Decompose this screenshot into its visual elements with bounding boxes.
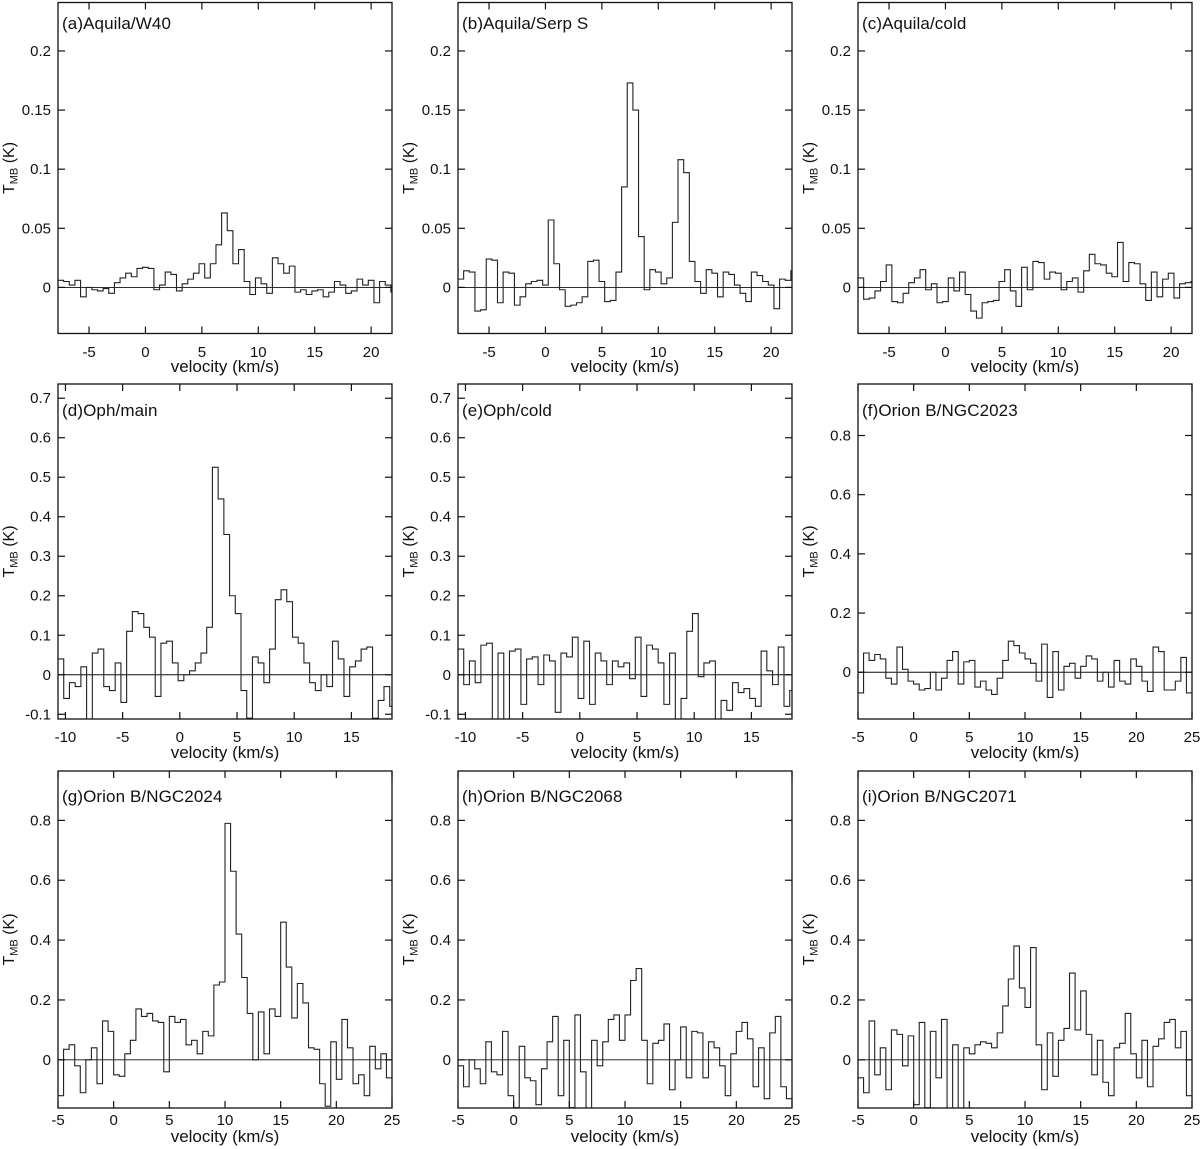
x-tick-label: 15 (306, 344, 324, 361)
y-tick-label: 0.15 (421, 102, 451, 120)
x-tick-label: 10 (616, 1112, 634, 1129)
spectrum-trace (858, 242, 1197, 318)
y-axis-label: $T_{MB}$ (K) (801, 141, 821, 195)
y-tick-label: 0.8 (30, 812, 51, 830)
axes-box (458, 384, 792, 719)
panel-title: (a)Aquila/W40 (62, 14, 172, 33)
x-tick-label: 15 (272, 1112, 290, 1129)
spectrum-plot-i (800, 758, 1200, 1149)
panel-title: (f)Orion B/NGC2023 (862, 401, 1018, 420)
x-tick-label: 0 (575, 729, 584, 746)
y-tick-label: 0.6 (830, 486, 851, 504)
spectrum-plot-f (800, 378, 1200, 770)
x-tick-label: 20 (1162, 344, 1180, 361)
spectrum-trace (458, 614, 795, 729)
y-tick-label: 0.2 (430, 991, 451, 1009)
y-tick-label: 0.1 (30, 161, 51, 179)
x-tick-label: 20 (1127, 1112, 1145, 1129)
x-axis-label: velocity (km/s) (970, 357, 1080, 376)
axes-box (458, 3, 792, 334)
y-tick-label: 0 (42, 1051, 51, 1069)
y-tick-label: 0.6 (30, 429, 51, 447)
panel-title: (i)Orion B/NGC2071 (862, 787, 1017, 806)
x-tick-label: 15 (1072, 729, 1090, 746)
x-tick-label: 20 (327, 1112, 345, 1129)
x-tick-label: 10 (1016, 1112, 1034, 1129)
x-tick-label: 20 (727, 1112, 745, 1129)
spectrum-trace (58, 823, 392, 1106)
x-tick-label: -10 (454, 729, 477, 746)
y-tick-label: 0.2 (830, 605, 851, 623)
x-tick-label: 5 (565, 1112, 574, 1129)
y-tick-label: 0.1 (430, 627, 451, 645)
panel-c-aquila-cold (800, 0, 1200, 390)
x-tick-label: 0 (175, 729, 184, 746)
y-axis-label: $T_{MB}$ (K) (401, 525, 421, 578)
axes-box (58, 3, 392, 334)
panel-e-oph-cold (400, 378, 800, 770)
y-tick-label: -0.1 (425, 706, 451, 724)
y-axis-label: $T_{MB}$ (K) (401, 141, 421, 195)
x-tick-label: 5 (165, 1112, 174, 1129)
x-tick-label: -5 (82, 344, 96, 361)
x-tick-label: 10 (249, 344, 267, 361)
y-tick-label: 0.2 (30, 42, 51, 60)
x-axis-label: velocity (km/s) (970, 1127, 1080, 1146)
x-tick-label: 10 (685, 729, 703, 746)
x-tick-label: 15 (706, 344, 724, 361)
y-tick-label: 0.7 (30, 390, 51, 408)
x-tick-label: 0 (509, 1112, 518, 1129)
y-tick-label: 0 (442, 279, 451, 297)
panel-i-orionb-ngc2071 (800, 758, 1200, 1149)
spectrum-plot-d (0, 378, 400, 770)
y-tick-label: 0.6 (830, 872, 851, 890)
x-tick-label: 25 (383, 1112, 401, 1129)
x-tick-label: 0 (109, 1112, 118, 1129)
x-tick-label: 10 (649, 344, 667, 361)
x-tick-label: 0 (541, 344, 550, 361)
y-tick-label: 0.4 (30, 932, 51, 950)
x-tick-label: 20 (1127, 729, 1145, 746)
x-tick-label: 0 (909, 729, 918, 746)
y-tick-label: 0.6 (430, 872, 451, 890)
x-tick-label: 15 (1072, 1112, 1090, 1129)
panel-title: (g)Orion B/NGC2024 (62, 787, 223, 806)
spectrum-trace (458, 83, 797, 311)
panel-title: (h)Orion B/NGC2068 (462, 787, 623, 806)
y-tick-label: 0 (42, 279, 51, 297)
y-tick-label: 0.15 (21, 102, 51, 120)
panel-b-aquila-serp-s (400, 0, 800, 390)
x-tick-label: -5 (115, 729, 130, 746)
x-axis-label: velocity (km/s) (970, 743, 1080, 762)
y-tick-label: 0.2 (30, 991, 51, 1009)
x-tick-label: 10 (285, 729, 303, 746)
spectrum-trace (858, 946, 1192, 1111)
spectrum-trace (58, 213, 397, 303)
panel-title: (e)Oph/cold (462, 401, 552, 420)
x-tick-label: 5 (965, 729, 974, 746)
y-tick-label: 0.1 (30, 627, 51, 645)
y-tick-label: 0.2 (830, 42, 851, 60)
y-tick-label: 0.4 (430, 508, 451, 526)
spectrum-trace (858, 641, 1192, 697)
y-tick-label: 0.8 (430, 812, 451, 830)
x-tick-label: -5 (882, 344, 896, 361)
x-axis-label: velocity (km/s) (170, 1127, 280, 1146)
panel-g-orionb-ngc2024 (0, 758, 400, 1149)
x-tick-label: 5 (632, 729, 642, 746)
panel-a-aquila-w40 (0, 0, 400, 390)
y-tick-label: 0.2 (430, 42, 451, 60)
x-tick-label: -10 (54, 729, 77, 746)
panel-h-orionb-ngc2068 (400, 758, 800, 1149)
x-tick-label: 15 (672, 1112, 690, 1129)
y-tick-label: 0.1 (830, 161, 851, 179)
y-tick-label: 0 (442, 666, 451, 684)
y-tick-label: 0.6 (30, 872, 51, 890)
spectrum-plot-e (400, 378, 800, 770)
x-tick-label: 0 (909, 1112, 918, 1129)
x-tick-label: 10 (216, 1112, 234, 1129)
axes-box (58, 384, 392, 719)
y-axis-label: $T_{MB}$ (K) (1, 913, 21, 966)
x-tick-label: 25 (1183, 1112, 1200, 1129)
x-tick-label: 5 (232, 729, 242, 746)
x-tick-label: 20 (762, 344, 780, 361)
spectrum-plot-h (400, 758, 800, 1149)
y-axis-label: $T_{MB}$ (K) (1, 525, 21, 578)
y-tick-label: 0.05 (21, 220, 51, 238)
y-tick-label: 0.1 (430, 161, 451, 179)
y-tick-label: 0 (842, 279, 851, 297)
y-tick-label: 0.5 (430, 469, 451, 487)
spectrum-plot-g (0, 758, 400, 1149)
y-tick-label: 0.4 (430, 932, 451, 950)
x-tick-label: 5 (997, 344, 1007, 361)
y-tick-label: 0.2 (30, 587, 51, 605)
y-tick-label: 0.7 (430, 390, 451, 408)
x-tick-label: 15 (1106, 344, 1124, 361)
y-tick-label: 0.4 (830, 545, 851, 563)
panel-d-oph-main (0, 378, 400, 770)
y-axis-label: $T_{MB}$ (K) (801, 525, 821, 578)
y-tick-label: 0.8 (830, 427, 851, 445)
x-axis-label: velocity (km/s) (570, 1127, 680, 1146)
x-tick-label: -5 (482, 344, 496, 361)
y-tick-label: 0.4 (30, 508, 51, 526)
y-tick-label: 0.05 (421, 220, 451, 238)
x-tick-label: -5 (851, 1112, 865, 1129)
y-tick-label: 0.15 (821, 102, 851, 120)
y-tick-label: 0.5 (30, 469, 51, 487)
y-tick-label: 0.3 (430, 548, 451, 566)
panel-title: (c)Aquila/cold (862, 14, 967, 33)
x-tick-label: 5 (965, 1112, 974, 1129)
y-axis-label: $T_{MB}$ (K) (401, 913, 421, 966)
y-axis-label: $T_{MB}$ (K) (1, 141, 21, 195)
x-tick-label: -5 (451, 1112, 465, 1129)
x-tick-label: 25 (783, 1112, 801, 1129)
y-tick-label: -0.1 (25, 706, 51, 724)
y-tick-label: 0.3 (30, 548, 51, 566)
x-tick-label: 0 (141, 344, 150, 361)
spectrum-plot-b (400, 0, 800, 390)
x-tick-label: 5 (197, 344, 207, 361)
y-tick-label: 0.2 (830, 991, 851, 1009)
spectrum-trace (58, 467, 395, 726)
spectrum-plot-a (0, 0, 400, 390)
x-axis-label: velocity (km/s) (570, 743, 680, 762)
spectrum-trace (458, 969, 792, 1111)
x-tick-label: 15 (343, 729, 360, 746)
y-tick-label: 0.6 (430, 429, 451, 447)
x-tick-label: 5 (597, 344, 607, 361)
x-tick-label: -5 (515, 729, 530, 746)
x-tick-label: 10 (1016, 729, 1034, 746)
x-tick-label: 10 (1049, 344, 1067, 361)
y-axis-label: $T_{MB}$ (K) (801, 913, 821, 966)
x-tick-label: 0 (941, 344, 950, 361)
x-axis-label: velocity (km/s) (170, 357, 280, 376)
x-tick-label: -5 (851, 729, 865, 746)
x-axis-label: velocity (km/s) (570, 357, 680, 376)
x-axis-label: velocity (km/s) (170, 743, 280, 762)
panel-title: (b)Aquila/Serp S (462, 14, 589, 33)
y-tick-label: 0 (842, 664, 851, 682)
x-tick-label: 15 (743, 729, 760, 746)
y-tick-label: 0 (442, 1051, 451, 1069)
y-tick-label: 0 (842, 1051, 851, 1069)
y-tick-label: 0.4 (830, 932, 851, 950)
x-tick-label: 20 (362, 344, 380, 361)
y-tick-label: 0.2 (430, 587, 451, 605)
x-tick-label: 25 (1183, 729, 1200, 746)
x-tick-label: -5 (51, 1112, 65, 1129)
y-tick-label: 0.8 (830, 812, 851, 830)
panel-title: (d)Oph/main (62, 401, 158, 420)
y-tick-label: 0.05 (821, 220, 851, 238)
panel-f-orionb-ngc2023 (800, 378, 1200, 770)
spectrum-plot-c (800, 0, 1200, 390)
y-tick-label: 0 (42, 666, 51, 684)
